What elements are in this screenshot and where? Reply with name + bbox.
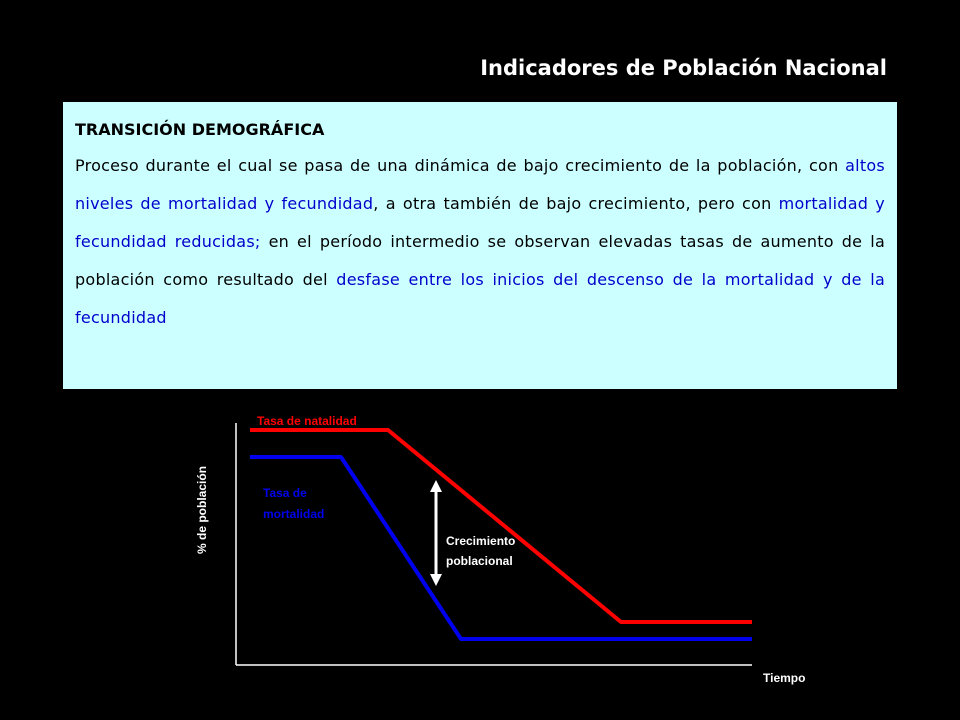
definition-highlight-3: desfase entre los inicios del descenso de la mortalidad y de la fecundidad [75, 270, 885, 327]
death-rate-label-line2: mortalidad [263, 507, 325, 521]
definition-text-part-2: , a otra también de bajo crecimiento, pero con [373, 194, 779, 213]
definition-text-part-3: en el período intermedio se observan elevadas tasas de aumento de la población como resultado del [75, 232, 886, 289]
death-rate-label-line1: Tasa de [263, 486, 307, 500]
definition-heading: TRANSICIÓN DEMOGRÁFICA [75, 120, 325, 139]
birth-rate-label: Tasa de natalidad [257, 414, 357, 428]
x-axis-label: Tiempo [763, 671, 806, 685]
definition-highlight-2: mortalidad y fecundidad reducidas; [75, 194, 885, 251]
growth-label-line1: Crecimiento [446, 534, 516, 548]
y-axis-label: % de población [195, 465, 209, 555]
death-rate-line [250, 457, 752, 639]
definition-text-part-1: Proceso durante el cual se pasa de una dinámica de bajo crecimiento de la población, con [75, 156, 846, 175]
definition-highlight-1: altos niveles de mortalidad y fecundidad [75, 156, 885, 213]
slide-title: Indicadores de Población Nacional [480, 56, 887, 80]
growth-label-line2: poblacional [446, 554, 513, 568]
